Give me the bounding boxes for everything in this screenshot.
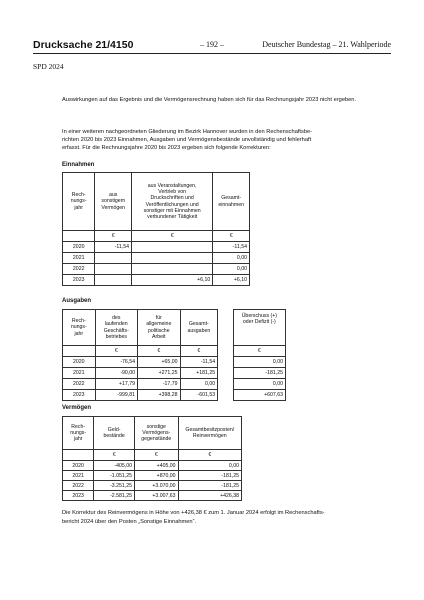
table-row bbox=[63, 275, 250, 286]
year-cell: 2021 bbox=[63, 253, 95, 264]
value-cell: -11,54 bbox=[213, 242, 250, 253]
table-einnahmen bbox=[62, 172, 250, 286]
paragraph-correction-line-2: richten 2020 bis 2023 Einnahmen, Ausgaben und Vermögensbestände unvollständig und fehlerhaft bbox=[62, 137, 312, 143]
unit-cell: € bbox=[95, 346, 138, 357]
value-cell: -2.581,25 bbox=[94, 491, 135, 501]
unit-cell: € bbox=[233, 346, 285, 357]
col-header-net-assets: Gesamtbesitzposten/ Reinvermögen bbox=[178, 417, 241, 450]
value-cell: 0,00 bbox=[180, 379, 218, 390]
value-cell: +181,25 bbox=[180, 368, 218, 379]
unit-cell bbox=[63, 346, 96, 357]
value-cell: +426,38 bbox=[178, 491, 241, 501]
closing-line-2: bericht 2024 über den Posten „Sonstige Einnahmen“. bbox=[62, 519, 197, 525]
table-row bbox=[63, 379, 286, 390]
value-cell: -601,53 bbox=[180, 390, 218, 401]
table-ausgaben bbox=[62, 309, 286, 401]
table-row bbox=[63, 368, 286, 379]
value-cell: +6,10 bbox=[213, 275, 250, 286]
col-header-cash: Geld- bestände bbox=[94, 417, 135, 450]
table-row bbox=[63, 481, 242, 491]
table-row bbox=[63, 491, 242, 501]
section-title-vermoegen: Vermögen bbox=[62, 405, 92, 411]
table-gap bbox=[218, 379, 234, 390]
paragraph-correction-line-3: erfasst. Für die Rechnungsjahre 2020 bis 2023 ergeben sich folgende Korrekturen: bbox=[62, 145, 271, 151]
year-cell: 2023 bbox=[63, 275, 95, 286]
unit-cell: € bbox=[138, 346, 181, 357]
institution-label: Deutscher Bundestag – 21. Wahlperiode bbox=[262, 40, 391, 49]
year-cell: 2023 bbox=[63, 491, 94, 501]
table-row bbox=[63, 471, 242, 481]
table-row bbox=[63, 357, 286, 368]
paragraph-impact: Auswirkungen auf das Ergebnis und die Vermögensrechnung haben sich für das Rechnungsjahr 2023 nicht ergeben. bbox=[62, 97, 357, 103]
table-gap bbox=[218, 310, 234, 346]
col-header-year: Rech- nungs- jahr bbox=[63, 417, 94, 450]
value-cell: 0,00 bbox=[233, 379, 285, 390]
value-cell: +17,79 bbox=[95, 379, 138, 390]
col-header-events: aus Veranstaltungen, Vertrieb von Druckschriften und Veröffentlichungen und sonstiger mit Einnahmen verbundener Tätigkeit bbox=[132, 173, 213, 231]
unit-cell bbox=[63, 450, 94, 461]
value-cell: 0,00 bbox=[178, 461, 241, 471]
value-cell: -11,54 bbox=[180, 357, 218, 368]
table-gap bbox=[218, 346, 234, 357]
col-header-year: Rech- nungs- jahr bbox=[63, 310, 96, 346]
value-cell: -3.251,25 bbox=[94, 481, 135, 491]
year-cell: 2023 bbox=[63, 390, 96, 401]
header-rule bbox=[33, 53, 391, 54]
value-cell: -90,00 bbox=[95, 368, 138, 379]
value-cell bbox=[95, 275, 132, 286]
section-title-ausgaben: Ausgaben bbox=[62, 298, 92, 304]
table-gap bbox=[218, 368, 234, 379]
value-cell: -17,79 bbox=[138, 379, 181, 390]
table-row bbox=[63, 264, 250, 275]
value-cell bbox=[132, 253, 213, 264]
value-cell: -181,25 bbox=[233, 368, 285, 379]
value-cell: -11,54 bbox=[95, 242, 132, 253]
value-cell: 0,00 bbox=[213, 264, 250, 275]
closing-line-1: Die Korrektur des Reinvermögens in Höhe von +426,38 € zum 1. Januar 2024 erfolgt im Rechenschafts- bbox=[62, 510, 325, 516]
value-cell: -181,25 bbox=[178, 471, 241, 481]
year-cell: 2021 bbox=[63, 471, 94, 481]
table-row bbox=[63, 390, 286, 401]
value-cell: +607,63 bbox=[233, 390, 285, 401]
col-header-total-income: Gesamt- einnahmen bbox=[213, 173, 250, 231]
table-row bbox=[63, 461, 242, 471]
paragraph-correction-line-1: In einer weiteren nachgeordneten Gliederung im Bezirk Hannover wurden in den Rechenschaftsbe- bbox=[62, 129, 313, 135]
value-cell: +405,00 bbox=[135, 461, 179, 471]
unit-cell bbox=[63, 231, 95, 242]
col-header-political-work: für allgemeine politische Arbeit bbox=[138, 310, 181, 346]
year-cell: 2022 bbox=[63, 264, 95, 275]
value-cell: 0,00 bbox=[213, 253, 250, 264]
table-gap bbox=[218, 390, 234, 401]
unit-cell: € bbox=[132, 231, 213, 242]
table-row bbox=[63, 253, 250, 264]
value-cell: -76,54 bbox=[95, 357, 138, 368]
unit-cell: € bbox=[95, 231, 132, 242]
year-cell: 2020 bbox=[63, 357, 96, 368]
value-cell: +3.070,00 bbox=[135, 481, 179, 491]
value-cell: +6,10 bbox=[132, 275, 213, 286]
col-header-operations: des laufenden Geschäfts- betriebes bbox=[95, 310, 138, 346]
section-title-einnahmen: Einnahmen bbox=[62, 162, 95, 168]
value-cell: +65,00 bbox=[138, 357, 181, 368]
value-cell: -999,81 bbox=[95, 390, 138, 401]
year-cell: 2020 bbox=[63, 242, 95, 253]
year-cell: 2020 bbox=[63, 461, 94, 471]
value-cell bbox=[95, 253, 132, 264]
col-header-surplus-deficit: Überschuss (+) oder Defizit (-) bbox=[233, 310, 285, 346]
unit-cell: € bbox=[180, 346, 218, 357]
table-row bbox=[63, 242, 250, 253]
unit-cell: € bbox=[178, 450, 241, 461]
party-heading: SPD 2024 bbox=[33, 62, 64, 71]
value-cell: +398,28 bbox=[138, 390, 181, 401]
col-header-year: Rech- nungs- jahr bbox=[63, 173, 95, 231]
unit-cell: € bbox=[213, 231, 250, 242]
table-gap bbox=[218, 357, 234, 368]
value-cell: +271,25 bbox=[138, 368, 181, 379]
value-cell: +870,00 bbox=[135, 471, 179, 481]
col-header-other-assets: sonstige Vermögens- gegenstände bbox=[135, 417, 179, 450]
year-cell: 2022 bbox=[63, 379, 96, 390]
value-cell: -1.051,25 bbox=[94, 471, 135, 481]
col-header-other-assets: aus sonstigem Vermögen bbox=[95, 173, 132, 231]
value-cell: -181,25 bbox=[178, 481, 241, 491]
document-number: Drucksache 21/4150 bbox=[33, 39, 134, 51]
value-cell bbox=[132, 242, 213, 253]
unit-cell: € bbox=[135, 450, 179, 461]
value-cell: -405,00 bbox=[94, 461, 135, 471]
year-cell: 2021 bbox=[63, 368, 96, 379]
table-vermoegen bbox=[62, 416, 242, 501]
col-header-total-expenses: Gesamt- ausgaben bbox=[180, 310, 218, 346]
value-cell bbox=[95, 264, 132, 275]
value-cell: 0,00 bbox=[233, 357, 285, 368]
year-cell: 2022 bbox=[63, 481, 94, 491]
value-cell bbox=[132, 264, 213, 275]
unit-cell: € bbox=[94, 450, 135, 461]
value-cell: +3.007,63 bbox=[135, 491, 179, 501]
page-number: – 192 – bbox=[200, 40, 224, 49]
